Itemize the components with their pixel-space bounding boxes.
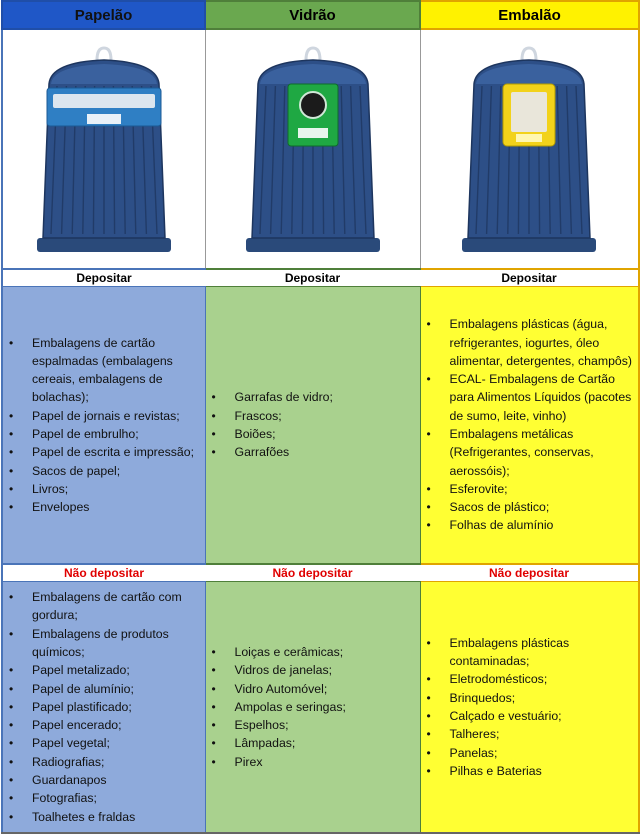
deposit-items-row [2,287,639,565]
glass-container-icon [238,42,388,257]
list-item: • Calçado e vestuário; [450,707,635,725]
no-deposit-list-papelao [3,588,205,826]
list-item: • Toalhetes e fraldas [32,808,201,826]
list-item: • Espelhos; [235,716,416,734]
list-item: • Eletrodomésticos; [450,670,635,688]
list-item: • Embalagens de produtos químicos; [32,625,201,662]
no-deposit-cell-vidrao [205,582,420,834]
no-deposit-cell-papelao [2,582,205,834]
list-item: • Papel encerado; [32,716,201,734]
image-row [2,29,639,269]
list-item: • Vidros de janelas; [235,661,416,679]
no-deposit-list-vidrao [206,643,420,771]
deposit-list-vidrao [206,388,420,461]
packaging-container-icon [454,42,604,257]
list-item: • Sacos de plástico; [450,498,635,516]
list-item: • Loiças e cerâmicas; [235,643,416,661]
list-item: • Papel metalizado; [32,661,201,679]
list-item: • Embalagens metálicas (Refrigerantes, conservas, aerossóis); [450,425,635,480]
list-item: • Sacos de papel; [32,462,201,480]
list-item: • Guardanapos [32,771,201,789]
list-item: • Lâmpadas; [235,734,416,752]
container-panel [47,88,161,126]
container-panel [503,84,555,146]
list-item: • Fotografias; [32,789,201,807]
column-title-embalao: Embalão [420,1,639,29]
deposit-cell-papelao [2,287,205,565]
list-item: • Papel de escrita e impressão; [32,443,201,461]
no-deposit-label-row [2,564,639,582]
no-deposit-list-embalao [421,634,639,780]
column-title-papelao: Papelão [2,1,205,29]
list-item: • Panelas; [450,744,635,762]
list-item: • Brinquedos; [450,689,635,707]
no-deposit-cell-embalao [420,582,639,834]
list-item: • Envelopes [32,498,201,516]
no-deposit-label-vidrao: Não depositar [205,564,420,582]
container-body [462,48,596,252]
deposit-cell-vidrao [205,287,420,565]
list-item: • Embalagens de cartão com gordura; [32,588,201,625]
deposit-list-embalao [421,315,639,535]
list-item: • Ampolas e seringas; [235,698,416,716]
deposit-label-row [2,269,639,287]
no-deposit-label-papelao: Não depositar [2,564,205,582]
list-item: • Embalagens plásticas contaminadas; [450,634,635,671]
list-item: • Papel plastificado; [32,698,201,716]
deposit-list-papelao [3,334,205,517]
list-item: • Livros; [32,480,201,498]
list-item: • Radiografias; [32,753,201,771]
deposit-label-embalao: Depositar [420,269,639,287]
container-body [246,48,380,252]
list-item: • Talheres; [450,725,635,743]
no-deposit-label-embalao: Não depositar [420,564,639,582]
list-item: • Folhas de alumínio [450,516,635,534]
recycling-guide-table [1,0,640,834]
list-item: • Papel vegetal; [32,734,201,752]
column-title-vidrao: Vidrão [205,1,420,29]
list-item: • Boiões; [235,425,416,443]
deposit-cell-embalao [420,287,639,565]
list-item: • Papel de embrulho; [32,425,201,443]
list-item: • Esferovite; [450,480,635,498]
deposit-label-papelao: Depositar [2,269,205,287]
list-item: • Garrafas de vidro; [235,388,416,406]
list-item: • Pirex [235,753,416,771]
header-row [2,1,639,29]
paper-container-icon [29,42,179,257]
deposit-label-vidrao: Depositar [205,269,420,287]
list-item: • Embalagens plásticas (água, refrigerantes, iogurtes, óleo alimentar, detergentes, champôs) [450,315,635,370]
container-body [37,48,171,252]
list-item: • Papel de jornais e revistas; [32,407,201,425]
list-item: • ECAL- Embalagens de Cartão para Alimentos Líquidos (pacotes de sumo, leite, vinho) [450,370,635,425]
list-item: • Pilhas e Baterias [450,762,635,780]
list-item: • Frascos; [235,407,416,425]
list-item: • Papel de alumínio; [32,680,201,698]
list-item: • Embalagens de cartão espalmadas (embalagens cereais, embalagens de bolachas); [32,334,201,407]
list-item: • Garrafões [235,443,416,461]
no-deposit-items-row [2,582,639,834]
list-item: • Vidro Automóvel; [235,680,416,698]
container-panel [288,84,338,146]
